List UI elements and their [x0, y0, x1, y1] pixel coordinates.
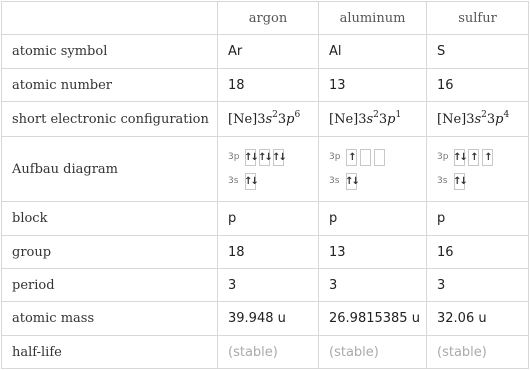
orbital-box: ↑↓ — [259, 149, 270, 166]
row-label-atomic-symbol: atomic symbol — [2, 35, 218, 69]
aufbau-diagram — [228, 149, 318, 190]
cell-aluminum-block: p — [319, 202, 427, 236]
table-row — [2, 336, 529, 369]
orbital-label-3p: 3p — [329, 152, 341, 162]
orbital-box: ↑ — [346, 149, 357, 166]
row-label-aufbau: Aufbau diagram — [2, 137, 218, 202]
cell-sulfur-block: p — [427, 202, 529, 236]
aufbau-diagram — [437, 149, 528, 190]
cell-aluminum-aufbau — [319, 137, 427, 202]
row-label-electron-config: short electronic configuration — [2, 102, 218, 137]
table-row — [2, 69, 529, 102]
cell-aluminum-config: $[Ne]3s^23p^1$ — [319, 102, 427, 137]
table-row — [2, 236, 529, 269]
table-row — [2, 35, 529, 69]
cell-argon-period: 3 — [218, 269, 319, 302]
aufbau-diagram — [329, 149, 426, 190]
orbital-box: ↑↓ — [245, 173, 256, 190]
cell-argon-group: 18 — [218, 236, 319, 269]
cell-argon-block: p — [218, 202, 319, 236]
orbital-label-3p: 3p — [228, 152, 240, 162]
row-label-group: group — [2, 236, 218, 269]
cell-sulfur-mass: 32.06 u — [427, 302, 529, 336]
element-comparison-table — [1, 1, 529, 369]
row-label-atomic-number: atomic number — [2, 69, 218, 102]
row-label-period: period — [2, 269, 218, 302]
table-row — [2, 102, 529, 137]
cell-aluminum-period: 3 — [319, 269, 427, 302]
orbital-label-3s: 3s — [437, 176, 448, 186]
orbital-label-3p: 3p — [437, 152, 449, 162]
orbital-box: ↑ — [482, 149, 493, 166]
orbital-box: ↑↓ — [454, 173, 465, 190]
cell-argon-mass: 39.948 u — [218, 302, 319, 336]
cell-aluminum-number: 13 — [319, 69, 427, 102]
column-header-argon: argon — [218, 2, 319, 35]
orbital-box: ↑↓ — [245, 149, 256, 166]
orbital-box: ↑↓ — [273, 149, 284, 166]
cell-argon-half-life: (stable) — [218, 336, 319, 369]
cell-aluminum-symbol: Al — [319, 35, 427, 69]
orbital-box — [360, 149, 371, 166]
cell-argon-number: 18 — [218, 69, 319, 102]
cell-argon-symbol: Ar — [218, 35, 319, 69]
cell-sulfur-half-life: (stable) — [427, 336, 529, 369]
cell-sulfur-group: 16 — [427, 236, 529, 269]
cell-sulfur-symbol: S — [427, 35, 529, 69]
cell-sulfur-aufbau — [427, 137, 529, 202]
row-label-half-life: half-life — [2, 336, 218, 369]
orbital-label-3s: 3s — [228, 176, 239, 186]
orbital-box — [374, 149, 385, 166]
table-row — [2, 202, 529, 236]
cell-sulfur-number: 16 — [427, 69, 529, 102]
column-header-sulfur: sulfur — [427, 2, 529, 35]
cell-argon-aufbau — [218, 137, 319, 202]
corner-cell — [2, 2, 218, 35]
header-row — [2, 2, 529, 35]
orbital-box: ↑↓ — [346, 173, 357, 190]
orbital-label-3s: 3s — [329, 176, 340, 186]
row-label-atomic-mass: atomic mass — [2, 302, 218, 336]
cell-argon-config: $[Ne]3s^23p^6$ — [218, 102, 319, 137]
cell-aluminum-half-life: (stable) — [319, 336, 427, 369]
row-label-block: block — [2, 202, 218, 236]
cell-sulfur-period: 3 — [427, 269, 529, 302]
cell-sulfur-config: $[Ne]3s^23p^4$ — [427, 102, 529, 137]
table-row — [2, 302, 529, 336]
cell-aluminum-group: 13 — [319, 236, 427, 269]
table-row — [2, 137, 529, 202]
cell-aluminum-mass: 26.9815385 u — [319, 302, 427, 336]
orbital-box: ↑↓ — [454, 149, 465, 166]
orbital-box: ↑ — [468, 149, 479, 166]
table-row — [2, 269, 529, 302]
column-header-aluminum: aluminum — [319, 2, 427, 35]
